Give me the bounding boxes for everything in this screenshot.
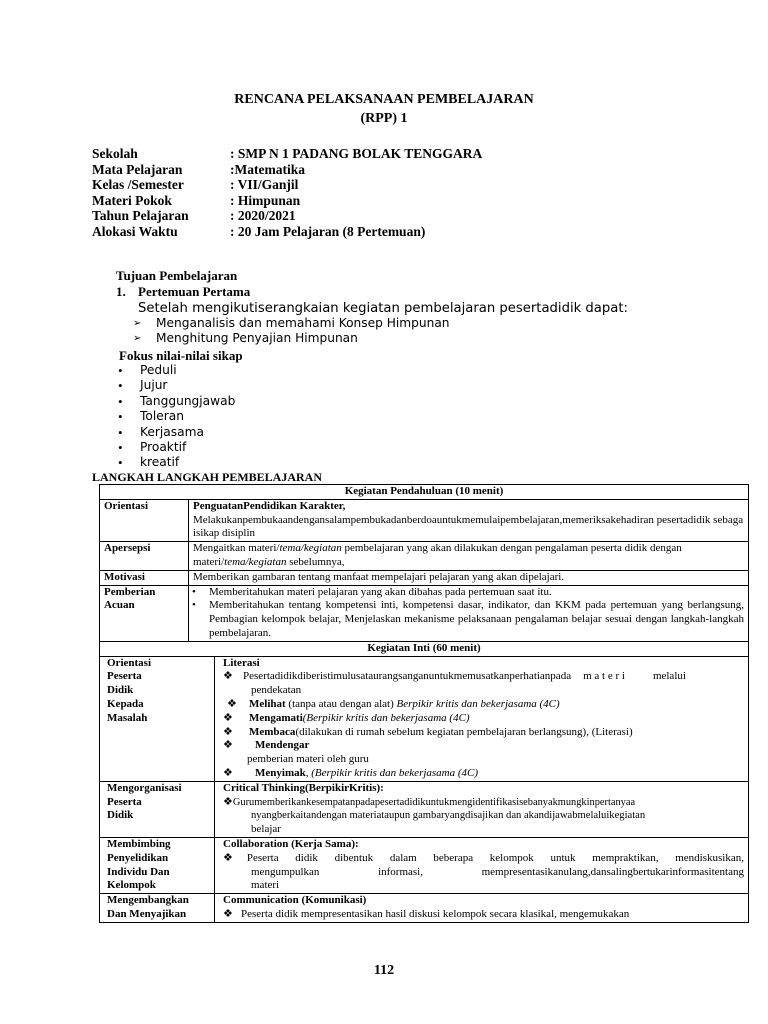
table-row xyxy=(100,894,749,923)
bullet-icon: • xyxy=(118,378,123,394)
label-line: Mengorganisasi xyxy=(107,781,182,794)
table-row xyxy=(100,485,749,500)
list-item: • Memberitahukan tentang kompetensi inti, kompetensi dasar, indikator, dan KKM pada pertemuan yang berlangsung, Pembagian kelompok belajar, Menjelaskan mekanisme pelaksanaan pengalaman belajar sesuai dengan langkah-langkah pembelajaran. xyxy=(189,599,744,640)
steps-heading: LANGKAH LANGKAH PEMBELAJARAN xyxy=(92,470,323,484)
text-span: m a t e r i xyxy=(583,670,625,683)
identity-value: : 20 Jam Pelajaran (8 Pertemuan) xyxy=(230,223,426,239)
value-item: kreatif xyxy=(140,455,180,470)
bullet-icon: • xyxy=(118,409,123,425)
table-row xyxy=(100,837,749,893)
acuan-label xyxy=(100,585,189,641)
table-row xyxy=(100,542,749,571)
label-line: Kepada xyxy=(107,697,144,710)
table-row xyxy=(100,656,749,781)
text-span: Peserta didik dibentuk dalam beberapa kelompok untuk mempraktikan, mendiskusikan, xyxy=(246,851,744,864)
bullet-icon: • xyxy=(118,424,123,440)
acuan-list xyxy=(189,586,744,641)
diamond-bullet-icon: ❖ xyxy=(223,907,233,920)
core-activity-header: Kegiatan Inti (60 menit) xyxy=(100,641,749,656)
label-line: Membimbing xyxy=(107,837,171,850)
table-row xyxy=(100,585,749,641)
meeting-label: Pertemuan Pertama xyxy=(138,284,251,299)
text-span: Gurumemberikankesempatanpadapesertadidikuntukmengidentifikasisebanyakmungkinpertanyaa xyxy=(232,796,636,808)
arrow-bullet-icon: ➢ xyxy=(133,318,142,329)
identity-key: Tahun Pelajaran xyxy=(92,208,189,224)
value-item: Proaktif xyxy=(140,440,187,454)
label-line: Penyelidikan xyxy=(107,851,169,864)
identity-key: Mata Pelajaran xyxy=(92,161,183,177)
learning-steps-table xyxy=(99,484,749,923)
document-subtitle: (RPP) 1 xyxy=(360,111,408,126)
orientasi-content xyxy=(189,499,749,541)
identity-block xyxy=(92,146,482,240)
r4-title: Communication (Komunikasi) xyxy=(223,894,367,907)
orientasi-text: Melakukanpembukaandengansalampembukadanberdoauntukmemulaipembelajaran,memeriksakehadiran pesertadidik sebagaisikap disiplin xyxy=(193,513,744,540)
apersepsi-content xyxy=(189,542,749,571)
acuan-content xyxy=(189,585,749,641)
text-span: melalui xyxy=(652,670,686,683)
label-line: Pemberian xyxy=(104,585,156,598)
text-span: (dilakukan di rumah sebelum kegiatan pembelajaran berlangsung), (Literasi) xyxy=(295,725,633,738)
value-item: Kerjasama xyxy=(140,424,204,439)
text-span: tema/kegiatan xyxy=(224,555,287,568)
r1-menyimak xyxy=(223,767,744,781)
page-number: 112 xyxy=(373,963,395,978)
label-line: Masalah xyxy=(107,711,148,724)
label-line: Mengembangkan xyxy=(107,894,189,907)
text-span: sebelumnya, xyxy=(286,555,345,568)
orientasi-label: Orientasi xyxy=(100,499,189,541)
r3-content xyxy=(215,837,749,893)
r4-label xyxy=(100,894,215,923)
motivasi-label: Motivasi xyxy=(100,570,189,585)
identity-row xyxy=(92,146,482,162)
diamond-bullet-icon: ❖ xyxy=(223,670,233,683)
r1-label xyxy=(100,656,215,781)
r1-literasi-line xyxy=(223,670,744,684)
check-bullet-icon: ❖ xyxy=(227,697,237,710)
r4-line-a xyxy=(223,908,744,922)
text-span: (Berpikir kritis dan bekerjasama (4C) xyxy=(302,711,470,724)
identity-key: Alokasi Waktu xyxy=(92,223,178,239)
text-span: Mengaitkan materi/ xyxy=(193,542,280,555)
text-span: , (Berpikir kritis dan bekerjasama (4C) xyxy=(305,766,479,779)
r1-mendengar xyxy=(223,739,744,753)
identity-row xyxy=(92,177,482,193)
text-span: tema/kegiatan xyxy=(279,542,342,555)
bullet-icon: • xyxy=(118,440,123,455)
r2-line-c: belajar xyxy=(251,823,281,836)
identity-value: :Matematika xyxy=(230,161,305,177)
table-row xyxy=(100,570,749,585)
arrow-bullet-icon: ➢ xyxy=(133,333,142,344)
diamond-bullet-icon: ❖ xyxy=(223,711,233,724)
label-line: Orientasi xyxy=(107,656,151,669)
r2-label xyxy=(100,781,215,837)
bullet-icon: • xyxy=(118,393,123,409)
identity-row xyxy=(92,193,482,209)
identity-value: : VII/Ganjil xyxy=(230,177,299,193)
identity-value: : Himpunan xyxy=(230,192,301,208)
bullet-icon: • xyxy=(118,363,123,378)
identity-key: Kelas /Semester xyxy=(92,177,184,193)
r3-title: Collaboration (Kerja Sama): xyxy=(223,837,359,850)
bullet-icon: • xyxy=(118,455,123,471)
diamond-bullet-icon: ❖ xyxy=(223,795,233,808)
intro-activity-header: Kegiatan Pendahuluan (10 menit) xyxy=(100,485,749,500)
identity-row xyxy=(92,224,482,240)
check-bullet-icon: ❖ xyxy=(223,725,233,738)
label-line: Didik xyxy=(107,809,134,822)
r3-label xyxy=(100,837,215,893)
identity-row xyxy=(92,208,482,224)
value-item: Toleran xyxy=(140,409,184,424)
orientasi-title: PenguatanPendidikan Karakter, xyxy=(193,499,346,512)
r2-content xyxy=(215,781,749,837)
r1-content xyxy=(215,656,749,781)
r1-mendengar-cont: pemberian materi oleh guru xyxy=(247,753,369,766)
identity-value: : 2020/2021 xyxy=(230,208,296,224)
text-span: Mengamati xyxy=(249,711,303,724)
label-line: Peserta xyxy=(107,670,142,683)
meeting-number: 1. xyxy=(116,284,126,299)
text-span: pembelajaran yang akan dilakukan dengan pengalaman peserta didik dengan materi/ xyxy=(193,542,682,568)
label-line: Individu Dan xyxy=(107,865,170,878)
goals-intro: Setelah mengikutiserangkaian kegiatan pembelajaran pesertadidik dapat: xyxy=(138,301,628,316)
identity-key: Sekolah xyxy=(92,146,138,161)
table-row xyxy=(100,499,749,541)
text-span: Menyimak xyxy=(255,766,306,779)
identity-row xyxy=(92,162,482,178)
text-span: Membaca xyxy=(249,725,296,738)
identity-value: : SMP N 1 PADANG BOLAK TENGGARA xyxy=(230,146,483,161)
text-span: (tanpa atau dengan alat) xyxy=(285,697,397,710)
text-span: Berpikir kritis dan bekerjasama (4C) xyxy=(396,697,560,710)
r1-mengamati xyxy=(223,712,744,726)
text-span: Peserta didik mempresentasikan hasil diskusi kelompok secara klasikal, mengemukakan xyxy=(241,907,630,920)
r1-literasi-cont: pendekatan xyxy=(251,684,302,697)
apersepsi-label: Apersepsi xyxy=(100,542,189,571)
r1-melihat xyxy=(223,698,744,712)
motivasi-text: Memberikan gambaran tentang manfaat mempelajari pelajaran yang akan dipelajari. xyxy=(189,570,749,585)
label-line: Kelompok xyxy=(107,879,156,892)
table-row xyxy=(100,781,749,837)
label-line: Acuan xyxy=(104,599,135,612)
value-item: Tanggungjawab xyxy=(140,393,236,408)
r3-line-c: materi xyxy=(251,879,280,892)
diamond-bullet-icon: ❖ xyxy=(223,739,233,752)
document-title: RENCANA PELAKSANAAN PEMBELAJARAN xyxy=(234,92,534,107)
focus-heading: Fokus nilai-nilai sikap xyxy=(119,348,243,363)
label-line: Dan Menyajikan xyxy=(107,907,187,920)
table-row xyxy=(100,641,749,656)
r3-line-a xyxy=(223,852,744,866)
value-item: Peduli xyxy=(140,363,177,377)
list-item: • Memberitahukan materi pelajaran yang akan dibahas pada pertemuan saat itu. xyxy=(189,586,744,600)
objective-item: Menganalisis dan memahami Konsep Himpunan xyxy=(156,316,450,330)
value-item: Jujur xyxy=(140,378,168,393)
label-line: Peserta xyxy=(107,795,142,808)
text-span: Pesertadidikdiberistimulusataurangsanganuntukmemusatkanperhatianpada xyxy=(243,670,572,683)
r1-membaca xyxy=(223,726,744,740)
text-span: Mendengar xyxy=(255,739,310,752)
r1-title: Literasi xyxy=(223,656,260,669)
r2-line-a xyxy=(223,796,744,810)
label-line: Didik xyxy=(107,684,134,697)
check-bullet-icon: ❖ xyxy=(223,766,233,779)
goals-heading: Tujuan Pembelajaran xyxy=(116,268,238,283)
r2-line-b: nyangberkaitandengan materiataupun gambaryangdisajikan dan akandijawabmelaluikegiatan xyxy=(251,810,646,822)
text-span: Melihat xyxy=(249,697,286,710)
r4-content xyxy=(215,894,749,923)
r3-line-b: mengumpulkan informasi, mempresentasikanulang,dansalingbertukarinformasitentang xyxy=(251,865,744,878)
objective-item: Menghitung Penyajian Himpunan xyxy=(156,331,358,345)
identity-key: Materi Pokok xyxy=(92,192,172,208)
diamond-bullet-icon: ❖ xyxy=(223,851,247,864)
r2-title: Critical Thinking(BerpikirKritis): xyxy=(223,781,384,794)
